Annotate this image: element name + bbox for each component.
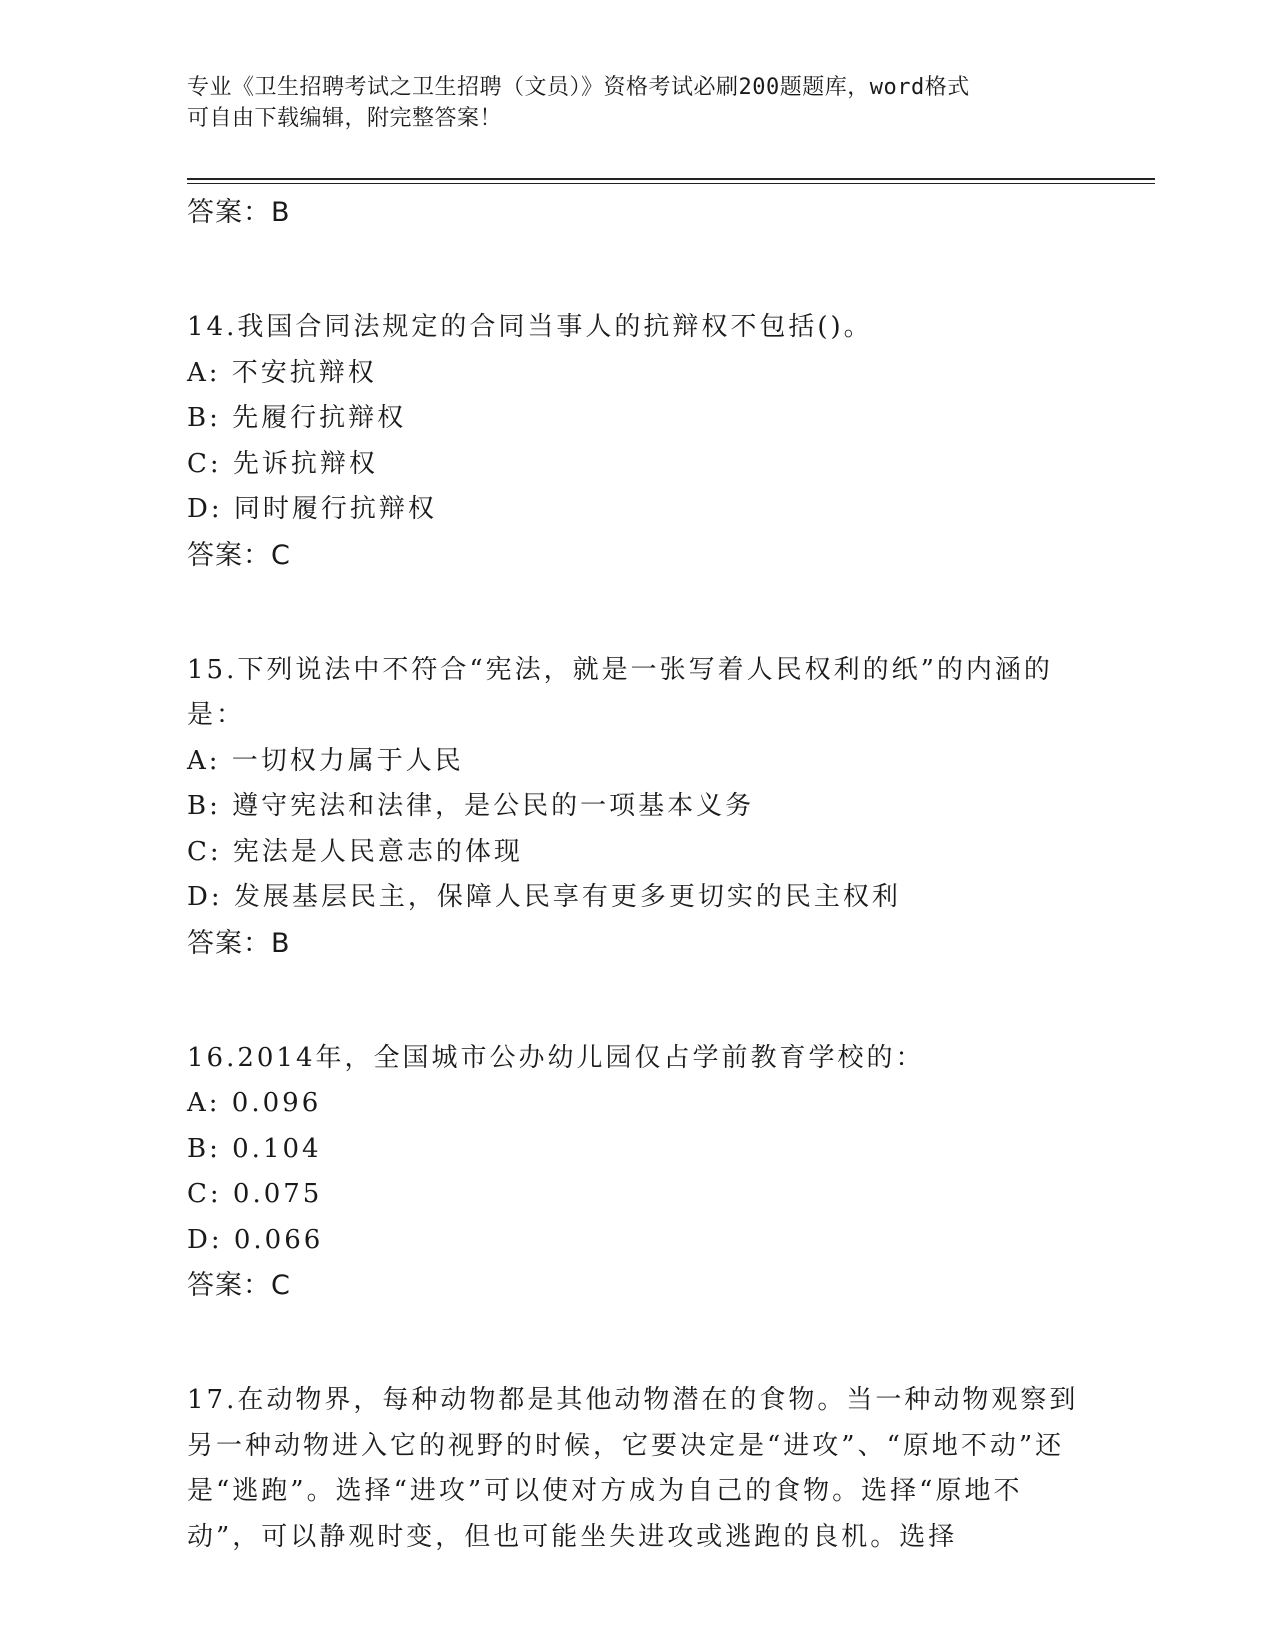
question-text: 15.下列说法中不符合“宪法，就是一张写着人民权利的纸”的内涵的是： bbox=[187, 654, 1053, 730]
option-d: D: 发展基层民主，保障人民享有更多更切实的民主权利 bbox=[187, 882, 901, 912]
option-a: A: 不安抗辩权 bbox=[187, 357, 377, 388]
option-c: C: 先诉抗辩权 bbox=[187, 448, 378, 479]
header-line-2: 可自由下载编辑，附完整答案！ bbox=[187, 106, 503, 131]
answer: 答案：C bbox=[187, 1270, 291, 1301]
header-divider-thin bbox=[187, 183, 1155, 184]
option-b: B: 先履行抗辩权 bbox=[187, 403, 407, 433]
option-c: C: 宪法是人民意志的体现 bbox=[187, 836, 523, 867]
question-14 bbox=[187, 305, 1087, 578]
option-b: B: 遵守宪法和法律，是公民的一项基本义务 bbox=[187, 791, 755, 821]
option-c: C: 0.075 bbox=[187, 1179, 323, 1209]
question-16 bbox=[187, 1036, 1087, 1309]
question-text: 14.我国合同法规定的合同当事人的抗辩权不包括()。 bbox=[187, 312, 873, 342]
answer: 答案：C bbox=[187, 539, 291, 571]
option-a: A: 一切权力属于人民 bbox=[187, 745, 464, 776]
document-body bbox=[187, 190, 1087, 1560]
option-d: D: 同时履行抗辩权 bbox=[187, 494, 437, 524]
option-b: B: 0.104 bbox=[187, 1133, 322, 1164]
previous-answer: 答案：B bbox=[187, 197, 291, 228]
question-text: 17.在动物界，每种动物都是其他动物潜在的食物。当一种动物观察到另一种动物进入它的视野的时候，它要决定是“进攻”、“原地不动”还是“逃跑”。选择“进攻”可以使对方成为自己的食物。选择“原地不动”，可以静观时变，但也可能坐失进攻或逃跑的良机。选择 bbox=[187, 1385, 1079, 1552]
option-d: D: 0.066 bbox=[187, 1224, 324, 1255]
header-divider-thick bbox=[187, 178, 1155, 180]
question-text: 16.2014年，全国城市公办幼儿园仅占学前教育学校的： bbox=[187, 1042, 925, 1073]
question-17 bbox=[187, 1378, 1087, 1560]
answer: 答案：B bbox=[187, 927, 291, 959]
header-line-1: 专业《卫生招聘考试之卫生招聘（文员）》资格考试必刷200题题库，word格式 bbox=[187, 75, 970, 100]
option-a: A: 0.096 bbox=[187, 1088, 322, 1118]
document-header bbox=[187, 72, 1067, 134]
question-15 bbox=[187, 648, 1087, 966]
